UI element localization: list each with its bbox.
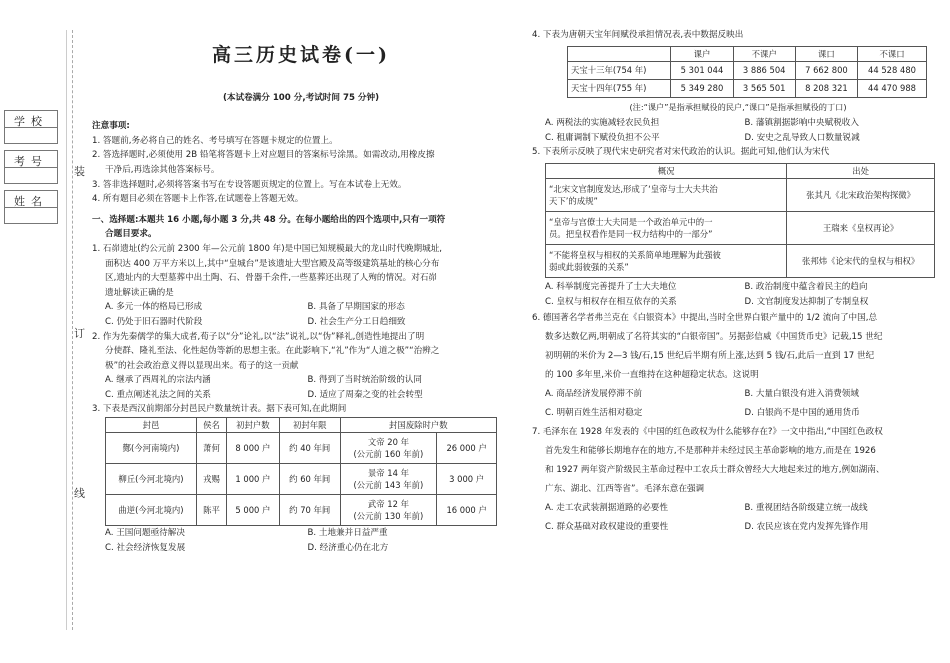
table-row — [546, 178, 935, 211]
school-label: 学校 — [14, 115, 48, 128]
quote-line: 员。把皇权看作是同一权力结构中的一部分” — [549, 228, 713, 239]
era-date: (公元前 160 年前) — [353, 449, 424, 460]
q7-line: 广东、湖北、江西等省”。毛泽东意在强调 — [545, 484, 705, 495]
cell: 张其凡《北宋政治架构探微》 — [787, 178, 935, 211]
binding-dashed-line — [72, 30, 73, 630]
cell: 8 000 户 — [226, 433, 279, 464]
cell: 萧何 — [196, 433, 226, 464]
q5-option-a[interactable]: A. 科举制度完善提升了士大夫地位 — [545, 281, 677, 292]
page-title: 高三历史试卷(一) — [212, 44, 390, 66]
question-4 — [532, 28, 944, 145]
q7-line: 和 1927 两年资产阶级民主革命过程中工农兵士群众曾经大大地起来过的地方,例如湖南、 — [545, 465, 885, 476]
q1-option-d[interactable]: D. 社会生产分工日趋细致 — [307, 316, 406, 327]
cell: 戎赐 — [196, 464, 226, 495]
note-item: 2. 答选择题时,必须使用 2B 铅笔将答题卡上对应题目的答案标号涂黑。如需改动,用橡皮擦 — [92, 150, 435, 161]
cell: 王瑞来《皇权再论》 — [787, 211, 935, 244]
cell: 5 349 280 — [671, 79, 733, 97]
cell — [546, 244, 787, 277]
cell: 约 60 年间 — [279, 464, 340, 495]
q3-header: 初封年限 — [279, 418, 340, 433]
q4-option-a[interactable]: A. 两税法的实施减轻农民负担 — [545, 118, 660, 129]
left-column — [92, 40, 510, 555]
q1-option-b[interactable]: B. 具备了早期国家的形态 — [307, 302, 405, 313]
note-item: 3. 答非选择题时,必须将答案书写在专设答题页规定的位置上。写在本试卷上无效。 — [92, 179, 407, 190]
name-label: 姓名 — [14, 195, 48, 208]
q3-header: 封国废除时户数 — [340, 418, 496, 433]
q2-option-a[interactable]: A. 继承了西周礼的宗法内涵 — [105, 375, 211, 386]
cell: 天宝十四年(755 年) — [568, 79, 671, 97]
right-column — [532, 28, 944, 537]
quote-line: 天下’的成规” — [549, 195, 598, 206]
cell: 曲逆(今河北境内) — [106, 495, 197, 526]
table-row — [568, 79, 927, 97]
cell: 7 662 800 — [795, 61, 857, 79]
question-7 — [532, 423, 944, 537]
q4-option-d[interactable]: D. 安史之乱导致人口数量锐减 — [744, 132, 860, 143]
quote-line: “皇帝与宫僚士大夫同是一个政治单元中的一 — [549, 216, 713, 227]
cell: 3 000 户 — [437, 464, 497, 495]
table-row — [106, 495, 497, 526]
era-date: (公元前 130 年前) — [353, 511, 424, 522]
question-3 — [92, 402, 510, 555]
cell: 天宝十三年(754 年) — [568, 61, 671, 79]
note-item: 干净后,再选涂其他答案标号。 — [105, 164, 220, 175]
q4-header: 不课口 — [858, 46, 927, 61]
binding-char-xian: 线 — [74, 487, 85, 500]
notes-heading: 注意事项: — [92, 121, 130, 132]
q6-option-b[interactable]: B. 大量白银没有进入消费领域 — [744, 389, 859, 400]
cell — [340, 495, 437, 526]
exam-subtitle: (本试卷满分 100 分,考试时间 75 分钟) — [222, 92, 380, 103]
table-row — [568, 61, 927, 79]
q3-option-b[interactable]: B. 土地兼并日益严重 — [307, 528, 388, 539]
binding-char-zhuang: 装 — [74, 165, 85, 178]
q3-option-a[interactable]: A. 王国问题亟待解决 — [105, 528, 185, 539]
question-5 — [532, 145, 944, 309]
question-2 — [92, 330, 510, 403]
cell — [340, 433, 437, 464]
cell: 酂(今河南境内) — [106, 433, 197, 464]
q4-option-c[interactable]: C. 租庸调制下赋役负担不公平 — [545, 132, 660, 143]
note-item: 1. 答题前,务必将自己的姓名、考号填写在答题卡规定的位置上。 — [92, 135, 338, 146]
q5-header: 出处 — [787, 163, 935, 178]
q3-option-c[interactable]: C. 社会经济恢复发展 — [105, 542, 186, 553]
section-heading-cont: 合题目要求。 — [105, 229, 157, 240]
cell: 3 565 501 — [733, 79, 795, 97]
cell: 约 70 年间 — [279, 495, 340, 526]
era: 武帝 12 年 — [367, 499, 409, 510]
q6-line: 数多达数亿两,明朝成了名符其实的“白银帝国”。另据彭信威《中国货币史》记载,15 世纪 — [545, 332, 883, 343]
q3-option-d[interactable]: D. 经济重心仍在北方 — [307, 542, 389, 553]
q1-option-c[interactable]: C. 仍处于旧石器时代阶段 — [105, 316, 203, 327]
q1-line: 1. 石峁遗址(约公元前 2300 年—公元前 1800 年)是中国已知规模最大的龙山时代晚期城址, — [92, 243, 443, 254]
binding-char-ding: 订 — [74, 327, 85, 340]
q7-option-b[interactable]: B. 重视团结各阶级建立统一战线 — [744, 503, 868, 514]
q1-line: 面积达 400 万平方米以上,其中“皇城台”是该遗址大型宫殿及高等级建筑基址的核心分布 — [105, 258, 440, 269]
cell: 张邦炜《论宋代的皇权与相权》 — [787, 244, 935, 277]
q4-table — [567, 46, 927, 98]
q2-option-b[interactable]: B. 得到了当时统治阶级的认同 — [307, 375, 422, 386]
q7-option-d[interactable]: D. 农民应该在党内发挥先锋作用 — [744, 522, 869, 533]
q7-line: 首先发生和能够长期地存在的地方,不是那种并未经过民主革命影响的地方,而是在 1926 — [545, 446, 876, 457]
q6-option-a[interactable]: A. 商品经济发展停滞不前 — [545, 389, 643, 400]
q7-option-a[interactable]: A. 走工农武装割据道路的必要性 — [545, 503, 668, 514]
cell: 8 208 321 — [795, 79, 857, 97]
quote-line: “不能将皇权与相权的关系简单地理解为此强彼 — [549, 249, 721, 260]
cell: 5 301 044 — [671, 61, 733, 79]
q4-option-b[interactable]: B. 藩镇割据影响中央赋税收入 — [744, 118, 859, 129]
q3-table — [105, 417, 497, 526]
note-item: 4. 所有题目必须在答题卡上作答,在试题卷上答题无效。 — [92, 194, 304, 205]
quote-line: 弱或此弱彼强的关系” — [549, 261, 629, 272]
cell: 1 000 户 — [226, 464, 279, 495]
q6-option-c[interactable]: C. 明朝百姓生活相对稳定 — [545, 408, 643, 419]
cell: 26 000 户 — [437, 433, 497, 464]
question-1 — [92, 242, 510, 330]
q3-header: 封邑 — [106, 418, 197, 433]
q2-line: 极”的社会政治意义得以显现出来。荀子的这一贡献 — [105, 360, 299, 371]
section-heading: 一、选择题:本题共 16 小题,每小题 3 分,共 48 分。在每小题给出的四个选项中,只有一项符 — [92, 214, 446, 225]
school-field[interactable] — [4, 110, 58, 144]
era-date: (公元前 143 年前) — [353, 480, 424, 491]
table-row — [106, 464, 497, 495]
q4-header — [568, 46, 671, 61]
q4-note: (注:“课户”是指承担赋役的民户,“课口”是指承担赋役的丁口) — [629, 101, 847, 112]
q5-stem: 5. 下表所示反映了现代宋史研究者对宋代政治的认识。据此可知,他们认为宋代 — [532, 147, 830, 158]
cell — [546, 178, 787, 211]
q2-line: 分使群、隆礼至法、化性起伪等新的思想主张。在此影响下,“礼”作为“人道之极”“治辨之 — [105, 346, 440, 357]
cell: 44 528 480 — [858, 61, 927, 79]
q2-line: 2. 作为先秦儒学的集大成者,荀子以“分”论礼,以“法”说礼,以“伪”释礼,创造性地提出了明 — [92, 331, 425, 342]
cell: 3 886 504 — [733, 61, 795, 79]
q4-header: 不课户 — [733, 46, 795, 61]
q3-stem: 3. 下表是西汉前期部分封邑民户数量统计表。据下表可知,在此期间 — [92, 404, 347, 415]
cell — [546, 211, 787, 244]
q1-line: 遗址解读正确的是 — [105, 287, 174, 298]
q3-header: 侯名 — [196, 418, 226, 433]
q6-line: 初明朝的米价为 2—3 钱/石,15 世纪后半期有所上涨,达到 5 钱/石,此后一直到 17 世纪 — [545, 351, 875, 362]
binding-strip — [0, 0, 86, 663]
cell: 柳丘(今河北境内) — [106, 464, 197, 495]
q5-option-c[interactable]: C. 皇权与相权存在相互依存的关系 — [545, 296, 677, 307]
era: 景帝 14 年 — [367, 468, 409, 479]
q7-line: 7. 毛泽东在 1928 年发表的《中国的红色政权为什么能够存在?》一文中指出,“中国红色政权 — [532, 427, 883, 438]
q4-stem: 4. 下表为唐朝天宝年间赋役承担情况表,表中数据反映出 — [532, 30, 744, 40]
q5-option-d[interactable]: D. 文官制度发达抑制了专制皇权 — [744, 296, 869, 307]
q2-option-d[interactable]: D. 适应了周秦之变的社会转型 — [307, 389, 423, 400]
q5-option-b[interactable]: B. 政治制度中蕴含着民主的趋向 — [744, 281, 868, 292]
binding-line — [66, 30, 67, 630]
cell: 约 40 年间 — [279, 433, 340, 464]
question-6 — [532, 309, 944, 423]
q5-table — [545, 163, 935, 278]
q1-option-a[interactable]: A. 多元一体的格局已形成 — [105, 302, 203, 313]
name-field[interactable] — [4, 190, 58, 224]
exam-number-label: 考号 — [14, 155, 48, 168]
cell: 陈平 — [196, 495, 226, 526]
cell: 5 000 户 — [226, 495, 279, 526]
q5-header: 概况 — [546, 163, 787, 178]
era: 文帝 20 年 — [367, 437, 409, 448]
q6-line: 6. 德国著名学者弗兰克在《白银资本》中提出,当时全世界白银产量中的 1/2 流向了中国,总 — [532, 313, 878, 324]
cell — [340, 464, 437, 495]
q2-option-c[interactable]: C. 重点阐述礼法之间的关系 — [105, 389, 211, 400]
q3-header: 初封户数 — [226, 418, 279, 433]
cell: 16 000 户 — [437, 495, 497, 526]
table-row — [546, 244, 935, 277]
quote-line: “北宋文官制度发达,形成了‘皇帝与士大夫共治 — [549, 183, 718, 194]
q7-option-c[interactable]: C. 群众基础对政权建设的重要性 — [545, 522, 669, 533]
table-row — [106, 433, 497, 464]
q6-option-d[interactable]: D. 白银尚不是中国的通用货币 — [744, 408, 860, 419]
q1-line: 区,遗址内的大型墓葬中出土陶、石、骨器千余件,一些墓葬还出现了人殉的情况。对石峁 — [105, 273, 438, 284]
exam-number-field[interactable] — [4, 150, 58, 184]
q4-header: 课户 — [671, 46, 733, 61]
q6-line: 的 100 多年里,米价一直维持在这种超稳定状态。这说明 — [545, 370, 759, 381]
q4-header: 课口 — [795, 46, 857, 61]
table-row — [546, 211, 935, 244]
cell: 44 470 988 — [858, 79, 927, 97]
